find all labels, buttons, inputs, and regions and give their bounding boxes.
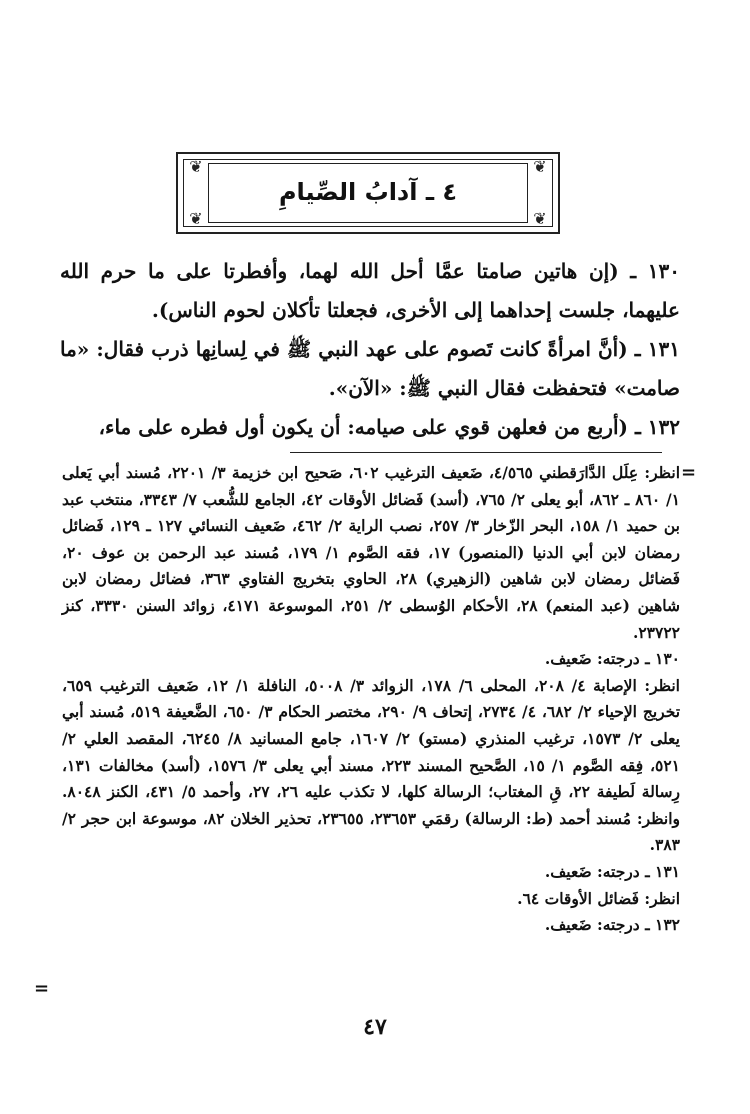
footnote-grade-131: ١٣١ ـ درجته: ضَعيف. — [544, 861, 680, 881]
hadith-132: ١٣٢ ـ (أربع من فعلهن قوي على صيامه: أن يكون أول فطره على ماء، — [98, 415, 680, 439]
footnote-grade-132: ١٣٢ ـ درجته: ضَعيف. — [544, 915, 680, 935]
end-continuation-mark: = — [34, 978, 50, 999]
floral-ornament-icon: ❦ — [189, 209, 203, 228]
floral-ornament-icon: ❦ — [533, 209, 547, 228]
page-number: ٤٧ — [363, 1014, 387, 1040]
chapter-title-frame — [176, 152, 560, 234]
hadith-130: ١٣٠ ـ (إن هاتين صامتا عمَّا أحل الله لهما، وأفطرتا على ما حرم الله عليهما، جلست إحداهما إلى الأخرى، فجعلتا تأكلان لحوم الناس). — [60, 259, 680, 322]
main-text — [60, 252, 680, 447]
footnote-ref-129: انظر: عِلَل الدَّارَقطني ٤/٥٦٥، ضَعيف الترغيب ٦٠٢، صَحيح ابن خزيمة ٣/ ٢٢٠١، مُسند أبي يَعلى ١/ ٨٦٠ ـ ٨٦٢، أبو يعلى ٢/ ٧٦٥، (أسد) فَضائل الأوقات ٤٢، الجامع للشُّعب ٧/ ٣٣٤٣، منتخب عبد بن حميد ١/ ١٥٨، البحر الزّخار ٣/ ٢٥٧، نصب الراية ٢/ ٤٦٢، ضَعيف النسائي ١٢٧ ـ ١٢٩، فَضائل رمضان لابن أبي الدنيا (المنصور) ١٧، فقه الصَّوم ١/ ١٧٩، مُسند عبد الرحمن بن عوف ٢٠، فَضائل رمضان لابن شاهين (الزهيري) ٢٨، الحاوي بتخريج الفتاوي ٣٦٣، فضائل رمضان لابن شاهين (عبد المنعم) ٢٨، الأحكام الوُسطى ٢/ ٢٥١، الموسوعة ٤١٧١، زوائد السنن ٣٣٣٠، كنز ٢٣٧٢٢. — [62, 463, 681, 642]
floral-ornament-icon: ❦ — [189, 157, 203, 176]
footnote-separator — [290, 452, 662, 453]
footnotes — [62, 460, 680, 939]
footnote-grade-130: ١٣٠ ـ درجته: ضَعيف. — [544, 649, 680, 669]
footnote-ref-130: انظر: الإصابة ٤/ ٢٠٨، المحلى ٦/ ١٧٨، الزوائد ٣/ ٥٠٠٨، النافلة ١/ ١٢، ضَعيف الترغيب ٦٥٩، تخريج الإحياء ٢/ ٦٨٢، ٤/ ٢٧٣٤، إتحاف ٩/ ٢٩٠، مختصر الحكام ٣/ ٦٥٠، الضَّعيفة ٥١٩، مُسند أبي يعلى ٢/ ١٥٧٣، ترغيب المنذري (مستو) ٢/ ١٦٠٧، جامع المسانيد ٨/ ٦٢٤٥، المقصد العلي ٢/ ٥٢١، فِقه الصَّوم ١/ ١٥، الصَّحيح المسند ٢٢٣، مسند أبي يعلى ٣/ ١٥٧٦، (أسد) مخالفات ١٣١، رِسالة لَطيفة ٢٢، قِ المغتاب؛ الرسالة كلها، لا تكذب عليه ٢٦، ٢٧، وأحمد ٥/ ٤٣١، الكنز ٨٠٤٨. وانظر: مُسند أحمد (ط: الرسالة) رقمَي ٢٣٦٥٣، ٢٣٦٥٥، تحذير الخلان ٨٢، موسوعة ابن حجر ٢/ ٣٨٣. — [62, 675, 681, 855]
continuation-mark: = — [681, 462, 697, 483]
floral-ornament-icon: ❦ — [533, 157, 547, 176]
footnote-ref-131: انظر: فَضائل الأوقات ٦٤. — [517, 888, 680, 908]
chapter-title: ٤ ـ آدابُ الصِّيامِ — [278, 178, 458, 206]
hadith-131: ١٣١ ـ (أنَّ امرأةً كانت تَصوم على عهد النبي ﷺ في لِسانِها ذرب فقال: «ما صامت» فتحفظت فقال النبي ﷺ: «الآن». — [60, 337, 680, 400]
